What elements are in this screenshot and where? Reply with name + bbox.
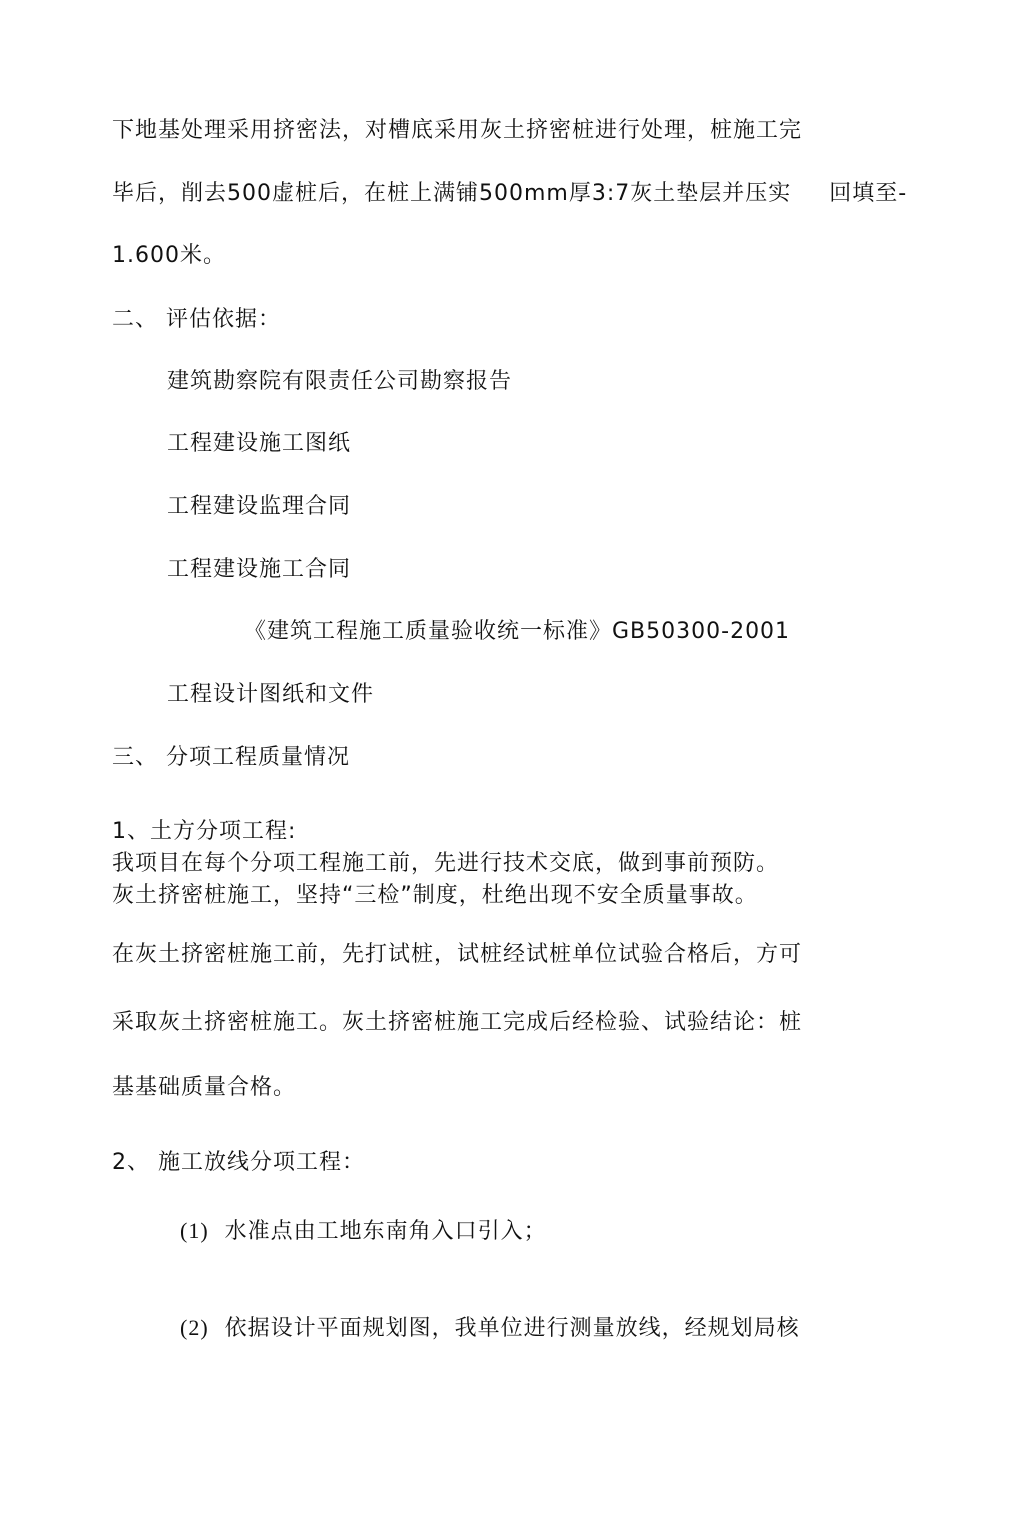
- paragraph-line-text: 毕后，削去500虚桩后，在桩上满铺500mm厚3:7灰土垫层并压实: [112, 181, 792, 206]
- numbered-item: [180, 1216, 547, 1247]
- basis-list-item: 建筑勘察院有限责任公司勘察报告: [167, 369, 513, 394]
- item-text: 水准点由工地东南角入口引入；: [224, 1219, 547, 1244]
- subsection-heading: 1、土方分项工程:: [112, 819, 297, 844]
- section-heading: 二、 评估依据：: [112, 307, 281, 332]
- numbered-item: [180, 1313, 800, 1344]
- item-number: (1): [180, 1218, 209, 1243]
- paragraph-line: 灰土挤密桩施工，坚持“三检”制度，杜绝出现不安全质量事故。: [112, 883, 758, 908]
- paragraph-line: 采取灰土挤密桩施工。灰土挤密桩施工完成后经检验、试验结论：桩: [112, 1010, 803, 1035]
- item-number: (2): [180, 1315, 209, 1340]
- paragraph-line: 1.600米。: [112, 243, 226, 268]
- basis-list-item: 工程设计图纸和文件: [167, 682, 375, 707]
- subsection-heading: 2、 施工放线分项工程：: [112, 1150, 365, 1175]
- basis-list-item: 《建筑工程施工质量验收统一标准》GB50300-2001: [244, 619, 791, 644]
- paragraph-line: 在灰土挤密桩施工前，先打试桩，试桩经试桩单位试验合格后，方可: [112, 942, 803, 967]
- paragraph-line: 我项目在每个分项工程施工前，先进行技术交底，做到事前预防。: [112, 851, 780, 876]
- paragraph-line: [112, 179, 907, 209]
- basis-list-item: 工程建设施工图纸: [167, 431, 352, 456]
- item-text: 依据设计平面规划图，我单位进行测量放线，经规划局核: [224, 1316, 800, 1341]
- paragraph-line-text: 回填至-: [829, 181, 908, 206]
- basis-list-item: 工程建设施工合同: [167, 557, 352, 582]
- section-heading: 三、 分项工程质量情况: [112, 745, 350, 770]
- paragraph-line: 下地基处理采用挤密法，对槽底采用灰土挤密桩进行处理，桩施工完: [112, 118, 803, 143]
- basis-list-item: 工程建设监理合同: [167, 494, 352, 519]
- paragraph-line: 基基础质量合格。: [112, 1075, 297, 1100]
